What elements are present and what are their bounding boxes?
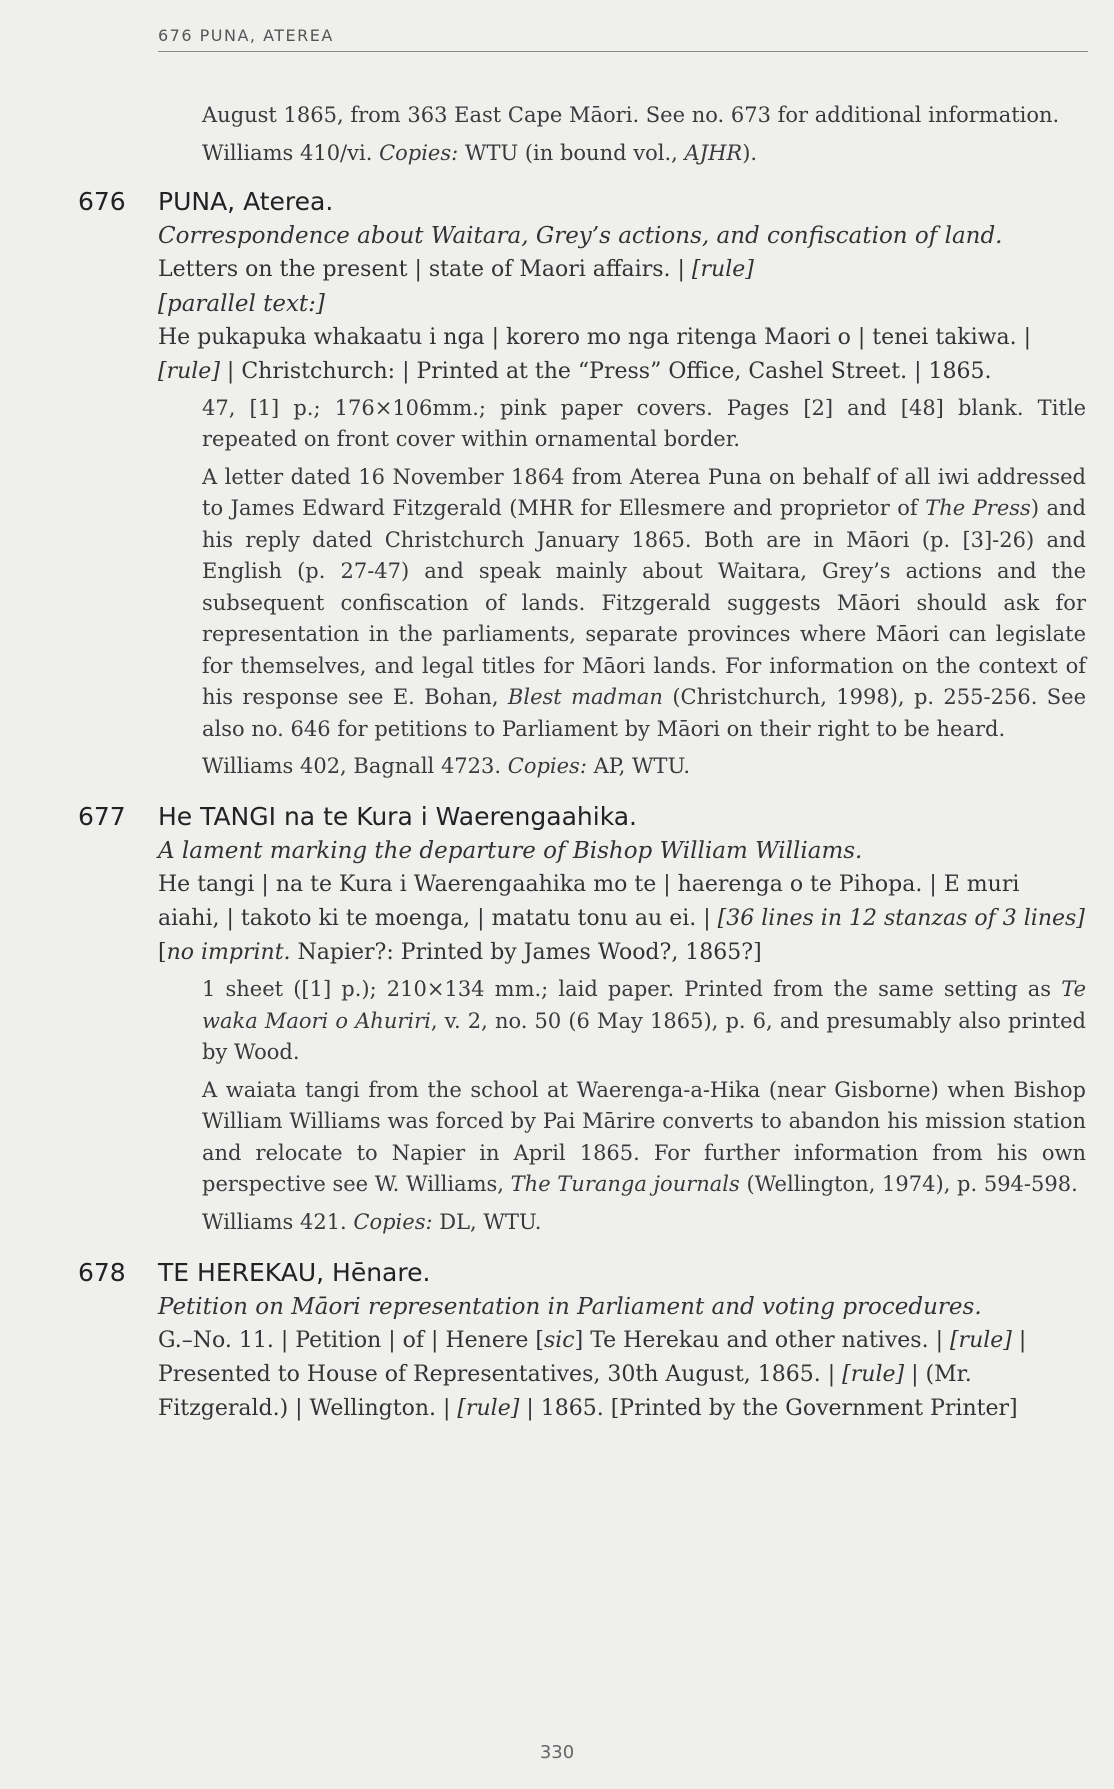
- entry-subject: A lament marking the departure of Bishop William Williams.: [158, 838, 863, 864]
- entry-refs: [202, 1207, 1086, 1238]
- entry-physical: [202, 974, 1086, 1069]
- entry-heading: [158, 800, 1086, 970]
- entry-title-parallel: [158, 321, 1086, 389]
- entry-continuation: [0, 100, 1114, 169]
- running-head: 676 PUNA, ATEREA: [158, 26, 1088, 52]
- entry-678: [0, 1256, 1114, 1426]
- entry-subject: Petition on Māori representation in Parliament and voting procedures.: [158, 1293, 982, 1320]
- copies-label: Copies:: [507, 754, 587, 778]
- entry-note: [202, 1075, 1086, 1201]
- title-italic: no imprint.: [166, 940, 291, 965]
- copies-text: AP, WTU.: [586, 754, 691, 778]
- note-part: ) and his reply dated Christchurch January 1865. Both are in Māori (p. [3]-26) and English (p. 27-47) and speak mainly about Waitara, Grey’s actions and the subsequent confiscation of lands. Fitzgerald suggests Māori should ask for representation in the parliaments, separate provinces where Māori can legislate for themselves, and legal titles for Māori lands. For information on the context of his response see E. Bohan,: [202, 496, 1087, 709]
- title-part: He tangi | na te Kura i Waerengaahika mo te | haerenga o te Pihopa. | E muri aiahi, | takoto ki te moenga, | matatu tonu au ei. |: [158, 872, 1020, 931]
- note-part: A waiata tangi from the school at Waerenga-a-Hika (near Gisborne) when Bishop William Williams was forced by Pai Mārire converts to abandon his mission station and relocate to Napier in April 1865. For further information from his own perspective see W. Williams,: [202, 1077, 1086, 1196]
- entry-title: [158, 1324, 1086, 1426]
- title-part: | (Mr. Fitzgerald.) | Wellington. |: [158, 1361, 972, 1421]
- title-rule: [rule]: [158, 358, 220, 384]
- page-number: 330: [539, 1742, 575, 1763]
- continuation-refs: [202, 138, 1086, 169]
- note-part: (Wellington, 1974), p. 594-598.: [739, 1172, 1078, 1196]
- copies-text: WTU (in bound vol.,: [458, 140, 685, 165]
- note-part: A letter dated 16 November 1864 from Aterea Puna on behalf of all iwi addressed to James Edward Fitzgerald (MHR for Ellesmere and proprietor of: [202, 464, 1086, 520]
- physical-part: , v. 2, no. 50 (6 May 1865), p. 6, and presumably also printed by Wood.: [202, 1008, 1086, 1064]
- continuation-description: August 1865, from 363 East Cape Māori. See no. 673 for additional information.: [202, 103, 1060, 127]
- copies-italic: AJHR: [684, 140, 743, 165]
- title-part: ] Te Herekau and other natives. |: [574, 1327, 950, 1353]
- title-rule: [rule]: [842, 1361, 905, 1387]
- title-part: He pukapuka whakaatu i nga | korero mo nga ritenga Maori o | tenei takiwa. |: [158, 324, 1031, 350]
- entry-title: [158, 253, 1086, 287]
- copies-end: ).: [742, 140, 758, 165]
- refs-text: Williams 402, Bagnall 4723.: [202, 754, 508, 778]
- title-part: G.–No. 11. | Petition | of | Henere [: [158, 1327, 544, 1353]
- title-part: | Christchurch: | Printed at the “Press” Office, Cashel Street. | 1865.: [219, 358, 992, 384]
- copies-label: Copies:: [353, 1209, 433, 1234]
- page-content: [0, 100, 1114, 1442]
- entry-number: 677: [78, 802, 126, 831]
- parallel-label: [parallel text:]: [158, 290, 325, 317]
- title-part: Napier?: Printed by James Wood?, 1865?]: [290, 940, 762, 965]
- copies-text: DL, WTU.: [432, 1209, 542, 1234]
- note-italic: The Press: [925, 496, 1031, 520]
- note-italic: Blest madman: [507, 685, 663, 709]
- entry-number: 676: [78, 186, 126, 216]
- title-rule: [rule]: [457, 1395, 520, 1421]
- entry-physical: 47, [1] p.; 176×106mm.; pink paper covers. Pages [2] and [48] blank. Title repeated on front cover within ornamental border.: [202, 395, 1086, 451]
- title-part: [: [158, 940, 167, 965]
- physical-italic: Te waka Maori o Ahuriri: [202, 977, 1086, 1033]
- entry-title: [158, 868, 1086, 970]
- copies-label: Copies:: [379, 140, 459, 165]
- title-rule: [rule]: [949, 1327, 1012, 1353]
- entry-676: [0, 185, 1114, 783]
- entry-author: He TANGI na te Kura i Waerengaahika.: [158, 802, 638, 831]
- entry-refs: [202, 751, 1086, 782]
- title-part: | 1865. [Printed by the Government Printer]: [519, 1395, 1018, 1421]
- entry-subject: Correspondence about Waitara, Grey’s actions, and confiscation of land.: [158, 222, 1003, 249]
- physical-part: 1 sheet ([1] p.); 210×134 mm.; laid paper. Printed from the same setting as: [202, 977, 1062, 1001]
- note-part: (Christchurch, 1998), p. 255-256. See also no. 646 for petitions to Parliament by Māori on their right to be heard.: [202, 685, 1086, 741]
- title-italic: sic: [543, 1327, 575, 1353]
- refs-text: Williams 421.: [202, 1209, 354, 1234]
- entry-note: [202, 462, 1086, 746]
- title-part: | Presented to House of Representatives, 30th August, 1865. |: [158, 1327, 1027, 1387]
- title-part: Letters on the present | state of Maori affairs. |: [158, 256, 692, 282]
- title-rule: [rule]: [691, 256, 754, 282]
- note-italic: The Turanga journals: [510, 1172, 740, 1196]
- entry-heading: [158, 1256, 1086, 1426]
- entry-number: 678: [78, 1257, 126, 1287]
- entry-heading: [158, 185, 1086, 389]
- entry-author: PUNA, Aterea.: [158, 186, 334, 216]
- title-italic: [36 lines in 12 stanzas of 3 lines]: [717, 906, 1085, 931]
- refs-text: Williams 410/vi.: [202, 140, 380, 165]
- entry-author: TE HEREKAU, Hēnare.: [158, 1257, 431, 1287]
- entry-677: [0, 800, 1114, 1238]
